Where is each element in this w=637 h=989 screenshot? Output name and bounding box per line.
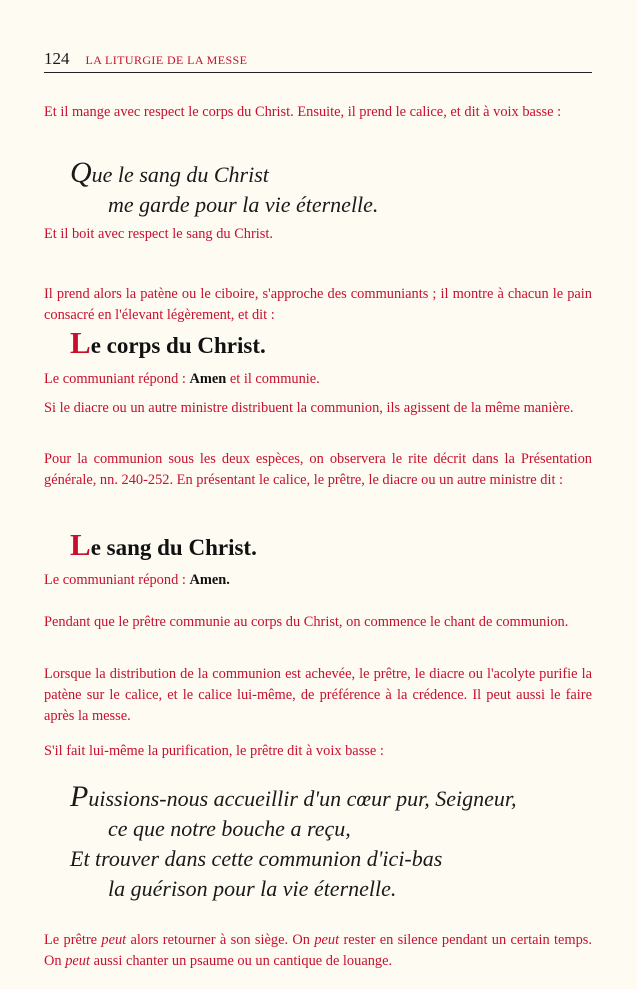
prayer-line: Puissions-nous accueillir d'un cœur pur, Seigneur,	[70, 780, 517, 813]
running-title: LA LITURGIE DE LA MESSE	[85, 53, 248, 67]
communion-formula: Le corps du Christ.	[70, 325, 266, 360]
initial-letter: L	[70, 325, 91, 360]
rubric-paragraph: Et il mange avec respect le corps du Christ. Ensuite, il prend le calice, et dit à voix basse :	[44, 104, 562, 120]
prayer-block	[70, 782, 517, 904]
rubric-paragraph: Le prêtre peut alors retourner à son siège. On peut rester en silence pendant un certain temps. On peut aussi chanter un psaume ou un cantique de louange.	[44, 932, 592, 969]
prayer-line: ce que notre bouche a reçu,	[108, 816, 351, 841]
prayer-line: la guérison pour la vie éternelle.	[108, 876, 397, 901]
rubric-paragraph: Lorsque la distribution de la communion est achevée, le prêtre, le diacre ou l'acolyte purifie la patène sur le calice, et le calice lui-même, de préférence à la crédence. Il peut aussi le faire après la messe.	[44, 666, 592, 724]
rubric-paragraph: Le communiant répond : Amen.	[44, 572, 230, 588]
page-header	[44, 49, 592, 73]
prayer-block	[70, 158, 378, 220]
prayer-line: Et trouver dans cette communion d'ici-bas	[70, 846, 443, 871]
rubric-paragraph: Si le diacre ou un autre ministre distribuent la communion, ils agissent de la même manière.	[44, 400, 574, 416]
initial-letter: Q	[70, 156, 92, 189]
rubric-paragraph: Le communiant répond : Amen et il communie.	[44, 371, 320, 387]
rubric-paragraph: S'il fait lui-même la purification, le prêtre dit à voix basse :	[44, 743, 384, 759]
rubric-paragraph: Et il boit avec respect le sang du Christ.	[44, 226, 273, 242]
rubric-paragraph: Pendant que le prêtre communie au corps du Christ, on commence le chant de communion.	[44, 614, 569, 630]
rubric-paragraph: Il prend alors la patène ou le ciboire, s'approche des communiants ; il montre à chacun le pain consacré en l'élevant légèrement, et dit :	[44, 286, 592, 323]
initial-letter: L	[70, 527, 91, 562]
prayer-line: Que le sang du Christ	[70, 156, 269, 189]
prayer-line: me garde pour la vie éternelle.	[108, 192, 379, 217]
rubric-paragraph: Pour la communion sous les deux espèces, on observera le rite décrit dans la Présentation générale, nn. 240-252. En présentant le calice, le prêtre, le diacre ou un autre ministre dit :	[44, 451, 592, 488]
page-number: 124	[44, 49, 70, 68]
initial-letter: P	[70, 780, 89, 813]
communion-formula: Le sang du Christ.	[70, 527, 257, 562]
